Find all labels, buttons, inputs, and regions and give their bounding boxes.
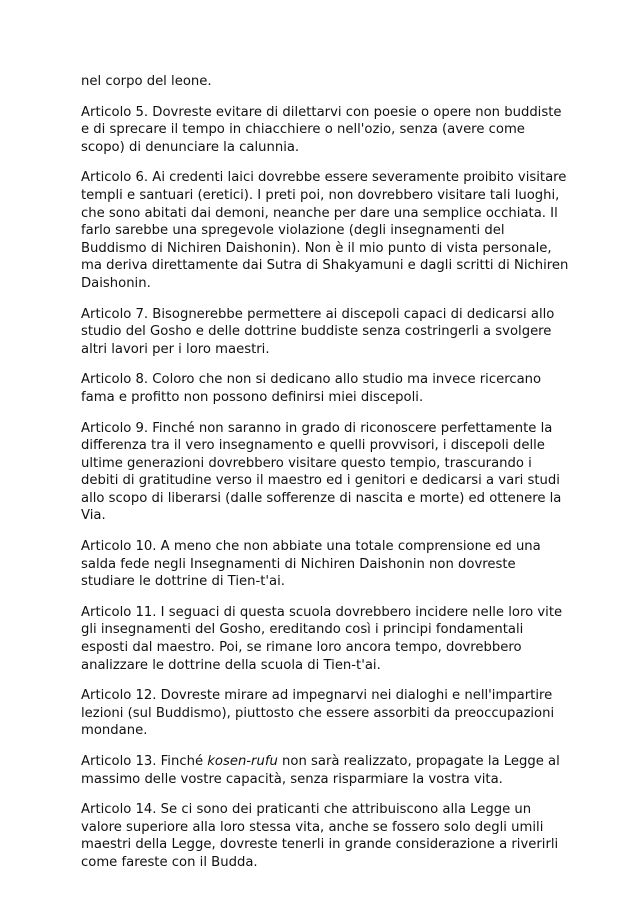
article-13-italic-term: kosen-rufu (207, 754, 278, 769)
article-12: Articolo 12. Dovreste mirare ad impegnarvi nei dialoghi e nell'impartire lezioni (sul Buddismo), piuttosto che essere assorbiti da preoccupazioni mondane. (81, 688, 555, 739)
article-9: Articolo 9. Finché non saranno in grado di riconoscere perfettamente la differenza tra il vero insegnamento e quelli provvisori, i discepoli delle ultime generazioni dovrebbero visitare questo tempio, trascurando i debiti di gratitudine verso il maestro ed i genitori e dedicarsi a vari studi allo scopo di liberarsi (dalle sofferenze di nascita e morte) ed ottenere la Via. (81, 420, 562, 524)
article-13-text-after: non sarà realizzato, propagate la Legge al massimo delle vostre capacità, senza risparmiare la vostra vita. (81, 754, 560, 787)
article-13-text-before: Articolo 13. Finché (81, 754, 208, 769)
article-5: Articolo 5. Dovreste evitare di dilettarvi con poesie o opere non buddiste e di sprecare il tempo in chiacchiere o nell'ozio, senza (avere come scopo) di denunciare la calunnia. (81, 104, 562, 155)
article-7: Articolo 7. Bisognerebbe permettere ai discepoli capaci di dedicarsi allo studio del Gosho e delle dottrine buddiste senza costringerli a svolgere altri lavori per i loro maestri. (81, 306, 555, 357)
paragraph-continuation: nel corpo del leone. (81, 74, 212, 89)
article-6: Articolo 6. Ai credenti laici dovrebbe essere severamente proibito visitare templi e santuari (eretici). I preti poi, non dovrebbero visitare tali luoghi, che sono abitati dai demoni, neanche per dare una semplice occhiata. Il farlo sarebbe una spregevole violazione (degli insegnamenti del Buddismo di Nichiren Daishonin). Non è il mio punto di vista personale, ma deriva direttamente dai Sutra di Shakyamuni e dagli scritti di Nichiren Daishonin. (81, 170, 569, 291)
document-page (81, 73, 571, 885)
article-10: Articolo 10. A meno che non abbiate una totale comprensione ed una salda fede negli Insegnamenti di Nichiren Daishonin non dovreste studiare le dottrine di Tien-t'ai. (81, 539, 541, 590)
article-8: Articolo 8. Coloro che non si dedicano allo studio ma invece ricercano fama e profitto non possono definirsi miei discepoli. (81, 372, 542, 405)
article-11: Articolo 11. I seguaci di questa scuola dovrebbero incidere nelle loro vite gli insegnamenti del Gosho, ereditando così i principi fondamentali esposti dal maestro. Poi, se rimane loro ancora tempo, dovrebbero analizzare le dottrine della scuola di Tien-t'ai. (81, 604, 563, 673)
article-13 (81, 753, 571, 788)
article-14: Articolo 14. Se ci sono dei praticanti che attribuiscono alla Legge un valore superiore alla loro stessa vita, anche se fossero solo degli umili maestri della Legge, dovreste tenerli in grande considerazione a riverirli come fareste con il Budda. (81, 802, 559, 870)
